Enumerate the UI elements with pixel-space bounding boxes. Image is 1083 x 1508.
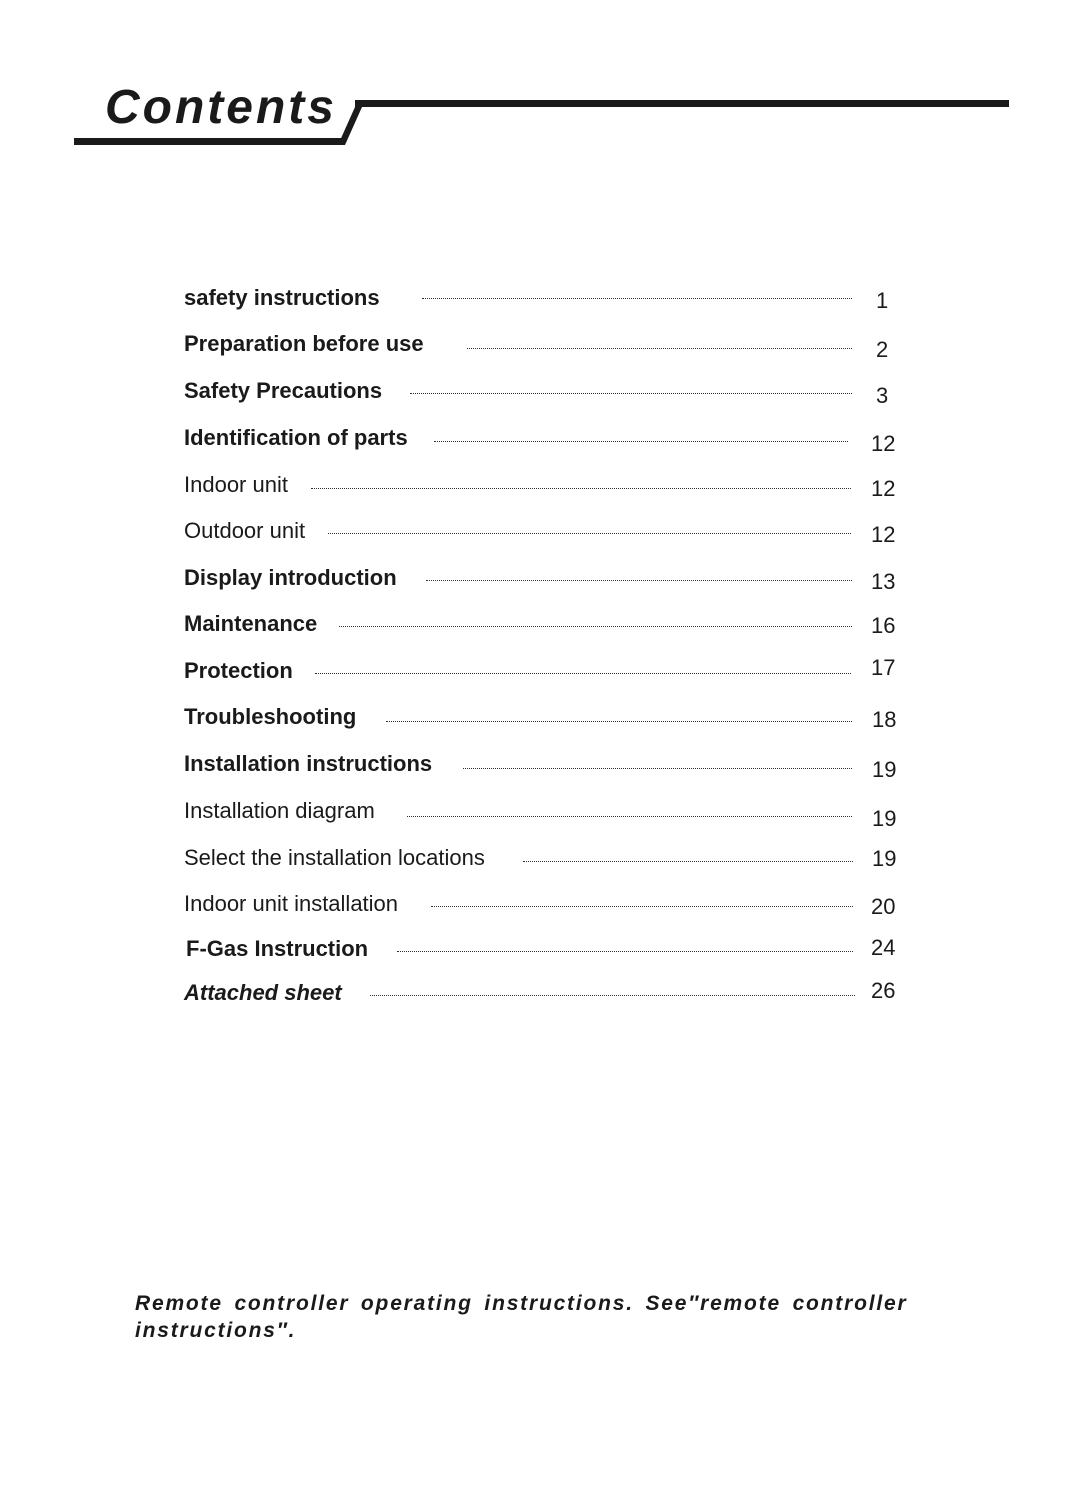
- toc-entry[interactable]: [0, 890, 1083, 930]
- toc-leader: [422, 298, 852, 299]
- toc-leader: [523, 861, 853, 862]
- toc-entry-label: Maintenance: [184, 611, 318, 636]
- toc-entry[interactable]: [0, 703, 1083, 743]
- toc-entry-page: 17: [871, 655, 896, 680]
- toc-entry[interactable]: [0, 750, 1083, 790]
- toc-entry[interactable]: [0, 471, 1083, 511]
- toc-entry[interactable]: [0, 979, 1083, 1019]
- toc-leader: [431, 906, 853, 907]
- toc-leader: [426, 580, 852, 581]
- toc-entry-label: Installation diagram: [184, 798, 375, 823]
- toc-entry-label: Safety Precautions: [184, 378, 383, 403]
- toc-leader: [339, 626, 852, 627]
- toc-entry[interactable]: [0, 657, 1083, 697]
- toc-entry-page: 2: [876, 337, 889, 362]
- toc-leader: [386, 721, 852, 722]
- toc-entry[interactable]: [0, 844, 1083, 884]
- toc-entry-page: 12: [871, 522, 896, 547]
- toc-entry[interactable]: [0, 564, 1083, 604]
- page-title: Contents: [105, 81, 337, 134]
- toc-leader: [328, 533, 851, 534]
- toc-entry-label: Select the installation locations: [184, 845, 485, 870]
- footer-note: Remote controller operating instructions. See″remote controller instructions″.: [135, 1292, 908, 1342]
- toc-entry-page: 19: [872, 806, 897, 831]
- toc-entry-page: 3: [876, 383, 889, 408]
- toc-entry-page: 20: [871, 894, 896, 919]
- toc-leader: [410, 393, 852, 394]
- toc-leader: [463, 768, 852, 769]
- toc-entry[interactable]: [0, 935, 1083, 975]
- toc-entry[interactable]: [0, 797, 1083, 837]
- toc-entry[interactable]: [0, 284, 1083, 324]
- toc-entry-page: 12: [871, 431, 896, 456]
- toc-entry-page: 19: [872, 757, 897, 782]
- toc-entry[interactable]: [0, 517, 1083, 557]
- toc-entry-label: Identification of parts: [184, 425, 408, 450]
- toc-entry-label: Indoor unit installation: [184, 891, 399, 916]
- toc-entry-label: Outdoor unit: [184, 518, 306, 543]
- toc-entry-page: 26: [871, 978, 896, 1003]
- toc-leader: [397, 951, 853, 952]
- toc-entry-label: Preparation before use: [184, 331, 424, 356]
- toc-entry-label: safety instructions: [184, 285, 380, 310]
- toc-entry-page: 1: [876, 288, 889, 313]
- toc-entry-page: 16: [871, 613, 896, 638]
- toc-entry-label: Indoor unit: [184, 472, 288, 497]
- toc-leader: [311, 488, 851, 489]
- toc-entry[interactable]: [0, 424, 1083, 464]
- toc-entry-page: 12: [871, 476, 896, 501]
- toc-entry[interactable]: [0, 610, 1083, 650]
- toc-leader: [434, 441, 848, 442]
- toc-entry-label: Protection: [184, 658, 293, 683]
- toc-entry-label: Attached sheet: [184, 980, 342, 1005]
- toc-entry-page: 19: [872, 846, 897, 871]
- toc-entry-label: Installation instructions: [184, 751, 433, 776]
- toc-entry-label: Troubleshooting: [184, 704, 357, 729]
- toc-leader: [315, 673, 851, 674]
- toc-entry-label: F-Gas Instruction: [186, 936, 369, 961]
- toc-entry-page: 13: [871, 569, 896, 594]
- toc-entry[interactable]: [0, 377, 1083, 417]
- toc-leader: [407, 816, 852, 817]
- toc-entry-label: Display introduction: [184, 565, 397, 590]
- toc-leader: [370, 995, 855, 996]
- toc-entry[interactable]: [0, 330, 1083, 370]
- toc-entry-page: 24: [871, 935, 896, 960]
- toc-entry-page: 18: [872, 707, 897, 732]
- toc-leader: [467, 348, 852, 349]
